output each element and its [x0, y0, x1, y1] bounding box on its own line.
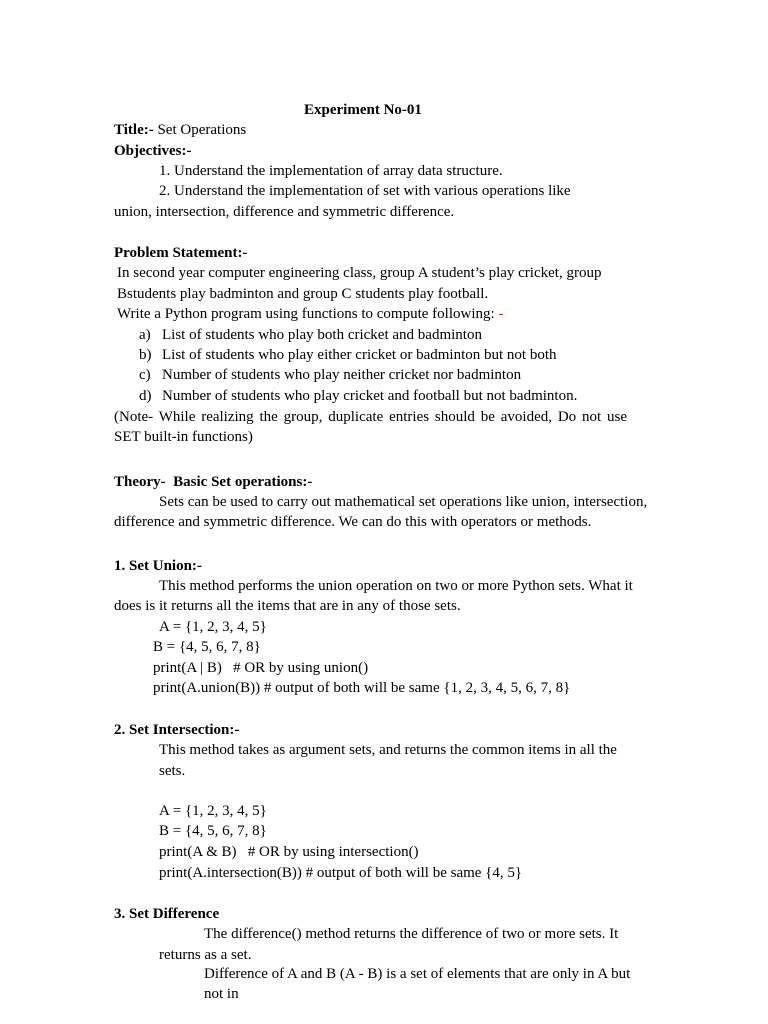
list-marker: b) — [139, 347, 152, 363]
problem-heading: Problem Statement:- — [114, 245, 248, 261]
list-item: List of students who play both cricket and badminton — [162, 327, 482, 343]
list-item: Number of students who play neither cricket nor badminton — [162, 367, 522, 383]
title-value: Set Operations — [153, 122, 247, 138]
union-line-1: This method performs the union operation on two or more Python sets. What it — [159, 578, 633, 594]
objective-2: 2. Understand the implementation of set with various operations like — [159, 183, 571, 199]
title-line — [114, 120, 246, 140]
difference-line-4: not in — [204, 986, 239, 1002]
objectives-heading: Objectives:- — [114, 143, 192, 159]
problem-line-3: Write a Python program using functions to compute following: - — [117, 306, 504, 322]
list-marker: d) — [139, 388, 152, 404]
list-marker: c) — [139, 367, 151, 383]
title-label: Title:- — [114, 122, 154, 138]
intersection-line-2: sets. — [159, 763, 186, 779]
intersection-code-4: print(A.intersection(B)) # output of both will be same {4, 5} — [159, 865, 523, 881]
theory-line-2: difference and symmetric difference. We can do this with operators or methods. — [114, 514, 592, 530]
difference-line-3: Difference of A and B (A - B) is a set of elements that are only in A but — [204, 966, 631, 982]
problem-line-1: In second year computer engineering class, group A student’s play cricket, group — [117, 265, 602, 281]
difference-heading: 3. Set Difference — [114, 906, 220, 922]
intersection-code-2: B = {4, 5, 6, 7, 8} — [159, 823, 267, 839]
union-heading: 1. Set Union:- — [114, 558, 202, 574]
union-code-4: print(A.union(B)) # output of both will be same {1, 2, 3, 4, 5, 6, 7, 8} — [153, 680, 571, 696]
note-line-1: (Note- While realizing the group, duplicate entries should be avoided, Do not use — [114, 409, 627, 425]
difference-line-2: returns as a set. — [159, 947, 252, 963]
union-line-2: does is it returns all the items that are in any of those sets. — [114, 598, 461, 614]
union-code-1: A = {1, 2, 3, 4, 5} — [159, 619, 267, 635]
difference-line-1: The difference() method returns the difference of two or more sets. It — [204, 926, 619, 942]
intersection-code-1: A = {1, 2, 3, 4, 5} — [159, 803, 267, 819]
intersection-code-3: print(A & B) # OR by using intersection() — [159, 844, 419, 860]
objective-1: 1. Understand the implementation of array data structure. — [159, 163, 503, 179]
list-item: List of students who play either cricket or badminton but not both — [162, 347, 557, 363]
list-marker: a) — [139, 327, 151, 343]
note-line-2: SET built-in functions) — [114, 429, 253, 445]
intersection-line-1: This method takes as argument sets, and returns the common items in all the — [159, 742, 617, 758]
list-item: Number of students who play cricket and football but not badminton. — [162, 388, 578, 404]
union-code-3: print(A | B) # OR by using union() — [153, 660, 369, 676]
union-code-2: B = {4, 5, 6, 7, 8} — [153, 639, 261, 655]
objective-2-cont: union, intersection, difference and symmetric difference. — [114, 204, 455, 220]
theory-line-1: Sets can be used to carry out mathematical set operations like union, intersection, — [159, 494, 648, 510]
theory-heading: Theory- Basic Set operations:- — [114, 474, 313, 490]
problem-dash: - — [498, 306, 504, 322]
experiment-title: Experiment No-01 — [304, 102, 422, 118]
intersection-heading: 2. Set Intersection:- — [114, 722, 240, 738]
problem-line-2: Bstudents play badminton and group C students play football. — [117, 286, 489, 302]
